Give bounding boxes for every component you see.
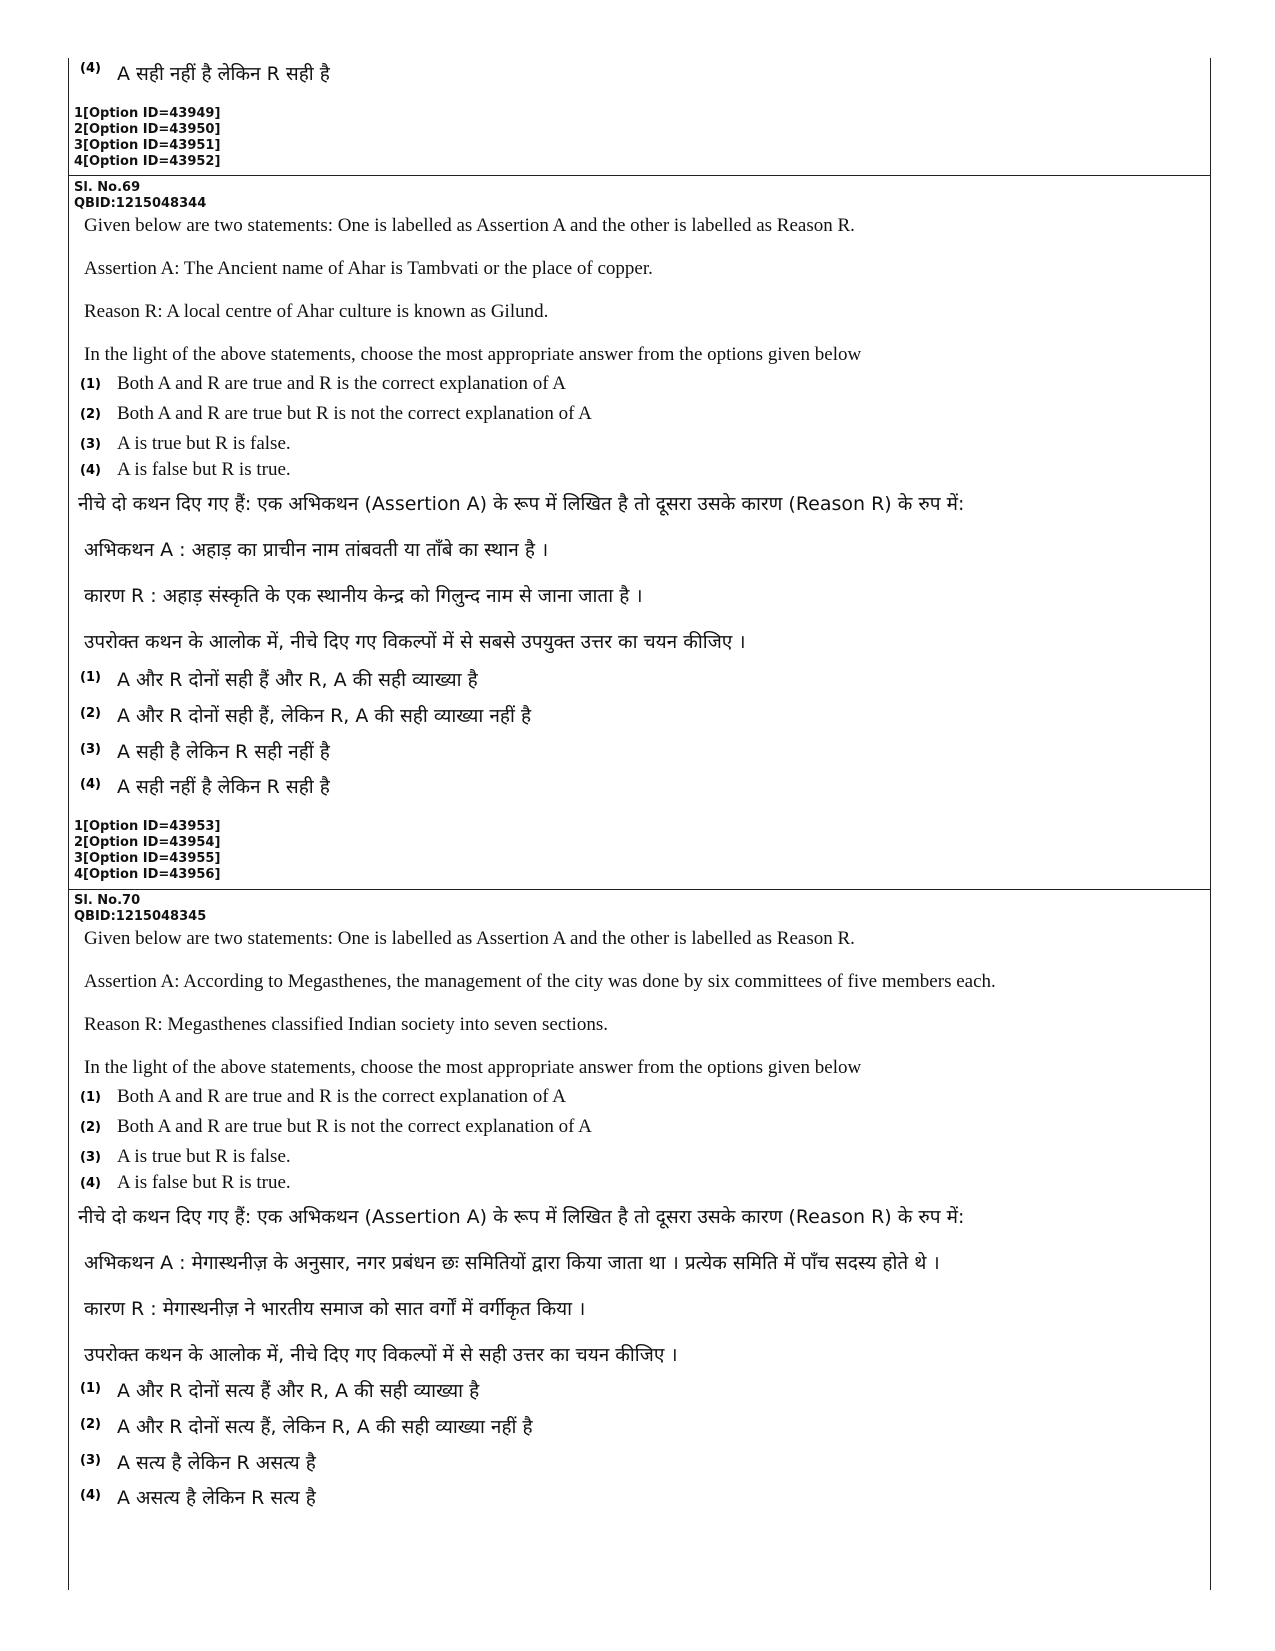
option-number: (4) (80, 777, 101, 792)
option-id: 4[Option ID=43956] (74, 867, 221, 882)
question-prompt: In the light of the above statements, choose the most appropriate answer from the options given below (84, 344, 862, 365)
question-prompt-hindi: उपरोक्त कथन के आलोक में, नीचे दिए गए विकल्पों में से सही उत्तर का चयन कीजिए । (84, 1344, 678, 1366)
option-text-hindi: A असत्य है लेकिन R सत्य है (117, 1487, 316, 1509)
question-intro: Given below are two statements: One is labelled as Assertion A and the other is labelled as Reason R. (84, 215, 855, 236)
option-number: (2) (80, 706, 101, 721)
option-text: A is true but R is false. (117, 433, 291, 454)
section-divider (68, 175, 1210, 176)
option-number: (3) (80, 1150, 101, 1165)
option-id: 4[Option ID=43952] (74, 154, 221, 169)
option-text: A is false but R is true. (117, 1172, 291, 1193)
option-text: Both A and R are true but R is not the correct explanation of A (117, 1116, 592, 1137)
question-prompt: In the light of the above statements, choose the most appropriate answer from the options given below (84, 1057, 862, 1078)
serial-number: Sl. No.69 (74, 180, 141, 195)
qbid: QBID:1215048344 (74, 196, 207, 211)
option-text-hindi: A सही है लेकिन R सही नहीं है (117, 741, 330, 763)
assertion-text: Assertion A: The Ancient name of Ahar is Tambvati or the place of copper. (84, 258, 653, 279)
option-number: (4) (80, 463, 101, 478)
option-number: (1) (80, 377, 101, 392)
option-number: (1) (80, 1090, 101, 1105)
question-prompt-hindi: उपरोक्त कथन के आलोक में, नीचे दिए गए विकल्पों में से सबसे उपयुक्त उत्तर का चयन कीजिए । (84, 631, 746, 653)
assertion-text-hindi: अभिकथन A : अहाड़ का प्राचीन नाम तांबवती या ताँबे का स्थान है । (84, 539, 549, 561)
option-number: (3) (80, 437, 101, 452)
reason-text: Reason R: A local centre of Ahar culture is known as Gilund. (84, 301, 549, 322)
reason-text-hindi: कारण R : अहाड़ संस्कृति के एक स्थानीय केन्द्र को गिलुन्द नाम से जाना जाता है । (84, 585, 643, 607)
option-text-hindi: A सही नहीं है लेकिन R सही है (117, 776, 330, 798)
option-id: 1[Option ID=43953] (74, 819, 221, 834)
option-id: 2[Option ID=43950] (74, 122, 221, 137)
section-divider (68, 889, 1210, 890)
option-text-hindi: A और R दोनों सही हैं, लेकिन R, A की सही व्याख्या नहीं है (117, 705, 532, 727)
option-text: Both A and R are true and R is the correct explanation of A (117, 1086, 567, 1107)
reason-text: Reason R: Megasthenes classified Indian society into seven sections. (84, 1014, 608, 1035)
option-number: (4) (80, 1488, 101, 1503)
option-id: 3[Option ID=43951] (74, 138, 221, 153)
serial-number: Sl. No.70 (74, 893, 141, 908)
option-text-hindi: A और R दोनों सत्य हैं और R, A की सही व्याख्या है (117, 1380, 480, 1402)
option-text: A is false but R is true. (117, 459, 291, 480)
option-number: (4) (80, 1176, 101, 1191)
option-text: Both A and R are true but R is not the correct explanation of A (117, 403, 592, 424)
assertion-text-hindi: अभिकथन A : मेगास्थनीज़ के अनुसार, नगर प्रबंधन छः समितियों द्वारा किया जाता था । प्रत्येक समिति में पाँच सदस्य होते थे । (84, 1252, 940, 1274)
option-id: 1[Option ID=43949] (74, 106, 221, 121)
option-number: (3) (80, 1453, 101, 1468)
option-text-hindi: A और R दोनों सही हैं और R, A की सही व्याख्या है (117, 669, 478, 691)
option-number: (4) (80, 61, 101, 76)
option-id: 2[Option ID=43954] (74, 835, 221, 850)
option-text: A सही नहीं है लेकिन R सही है (117, 63, 330, 85)
option-number: (1) (80, 670, 101, 685)
option-text-hindi: A सत्य है लेकिन R असत्य है (117, 1452, 316, 1474)
option-number: (2) (80, 407, 101, 422)
question-intro-hindi: नीचे दो कथन दिए गए हैं: एक अभिकथन (Assertion A) के रूप में लिखित है तो दूसरा उसके कारण (Reason R) के रुप में: (78, 1206, 965, 1228)
option-text: A is true but R is false. (117, 1146, 291, 1167)
option-number: (2) (80, 1120, 101, 1135)
assertion-text: Assertion A: According to Megasthenes, the management of the city was done by six committees of five members each. (84, 971, 996, 992)
option-text: Both A and R are true and R is the correct explanation of A (117, 373, 567, 394)
qbid: QBID:1215048345 (74, 909, 207, 924)
question-intro-hindi: नीचे दो कथन दिए गए हैं: एक अभिकथन (Assertion A) के रूप में लिखित है तो दूसरा उसके कारण (Reason R) के रुप में: (78, 493, 965, 515)
option-id: 3[Option ID=43955] (74, 851, 221, 866)
reason-text-hindi: कारण R : मेगास्थनीज़ ने भारतीय समाज को सात वर्गों में वर्गीकृत किया । (84, 1298, 586, 1320)
option-number: (2) (80, 1417, 101, 1432)
option-number: (1) (80, 1381, 101, 1396)
option-text-hindi: A और R दोनों सत्य हैं, लेकिन R, A की सही व्याख्या नहीं है (117, 1416, 533, 1438)
option-number: (3) (80, 742, 101, 757)
question-intro: Given below are two statements: One is labelled as Assertion A and the other is labelled as Reason R. (84, 928, 855, 949)
